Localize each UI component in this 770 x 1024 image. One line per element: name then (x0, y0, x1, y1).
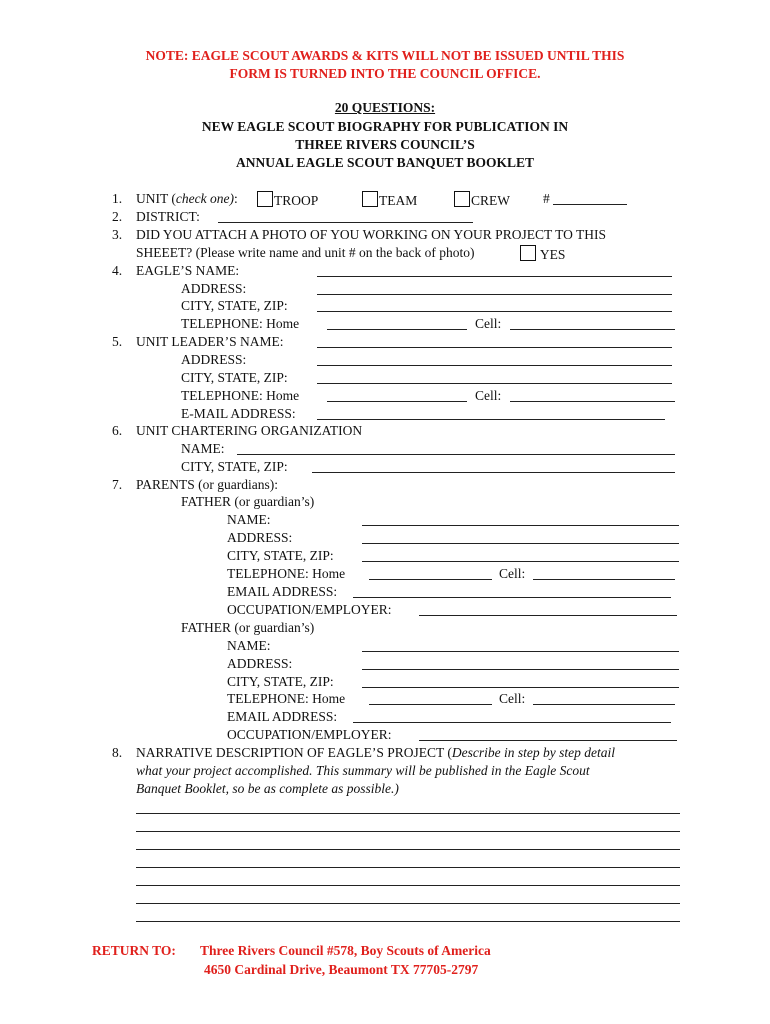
title-line-3: ANNUAL EAGLE SCOUT BANQUET BOOKLET (235, 155, 535, 170)
father-1-occupation-label: OCCUPATION/EMPLOYER: (227, 602, 392, 617)
troop-checkbox[interactable]: TROOP (257, 191, 318, 209)
narrative-line[interactable] (136, 885, 680, 886)
father-2-home-phone-field[interactable] (369, 704, 492, 705)
eagle-address-label: ADDRESS: (181, 281, 247, 296)
q4-number: 4. (112, 263, 123, 278)
team-box-icon[interactable] (362, 191, 378, 207)
leader-name-field[interactable] (317, 347, 672, 348)
note-line-2: FORM IS TURNED INTO THE COUNCIL OFFICE. (229, 66, 541, 81)
leader-address-label: ADDRESS: (181, 352, 247, 367)
photo-question-line-2: SHEEET? (Please write name and unit # on the back of photo) (136, 245, 475, 260)
father-2-phone-label: TELEPHONE: Home (227, 691, 346, 706)
father-2-cell-label: Cell: (499, 691, 526, 706)
father-2-cell-field[interactable] (533, 704, 675, 705)
leader-phone-label: TELEPHONE: Home (181, 388, 300, 403)
chartering-org-label: UNIT CHARTERING ORGANIZATION (136, 423, 363, 438)
org-city-field[interactable] (312, 472, 675, 473)
narrative-line[interactable] (136, 867, 680, 868)
unit-number-field[interactable] (553, 204, 627, 205)
leader-city-label: CITY, STATE, ZIP: (181, 370, 288, 385)
q3-number: 3. (112, 227, 123, 242)
eagle-phone-label: TELEPHONE: Home (181, 316, 300, 331)
eagle-city-label: CITY, STATE, ZIP: (181, 298, 288, 313)
photo-yes-checkbox[interactable]: YES (520, 245, 565, 263)
questions-heading: 20 QUESTIONS: (334, 100, 436, 115)
father-2-address-field[interactable] (362, 669, 679, 670)
father-1-city-label: CITY, STATE, ZIP: (227, 548, 334, 563)
leader-email-label: E-MAIL ADDRESS: (181, 406, 296, 421)
eagle-home-phone-field[interactable] (327, 329, 467, 330)
father-1-occupation-field[interactable] (419, 615, 677, 616)
narrative-line[interactable] (136, 813, 680, 814)
leader-email-field[interactable] (317, 419, 665, 420)
father-2-occupation-label: OCCUPATION/EMPLOYER: (227, 727, 392, 742)
leader-city-field[interactable] (317, 383, 672, 384)
narrative-hint-line-2: what your project accomplished. This summary will be published in the Eagle Scout (136, 763, 590, 778)
return-to-label: RETURN TO: (92, 943, 176, 958)
father-1-email-field[interactable] (353, 597, 671, 598)
father-1-home-phone-field[interactable] (369, 579, 492, 580)
father-2-heading: FATHER (or guardian’s) (181, 620, 315, 635)
narrative-line[interactable] (136, 903, 680, 904)
father-1-cell-field[interactable] (533, 579, 675, 580)
q1-number: 1. (112, 191, 123, 206)
leader-address-field[interactable] (317, 365, 672, 366)
leader-home-phone-field[interactable] (327, 401, 467, 402)
father-2-address-label: ADDRESS: (227, 656, 293, 671)
father-1-email-label: EMAIL ADDRESS: (227, 584, 338, 599)
eagle-cell-label: Cell: (475, 316, 502, 331)
father-1-cell-label: Cell: (499, 566, 526, 581)
eagle-city-field[interactable] (317, 311, 672, 312)
narrative-line[interactable] (136, 849, 680, 850)
org-city-label: CITY, STATE, ZIP: (181, 459, 288, 474)
district-field[interactable] (218, 222, 473, 223)
father-2-city-label: CITY, STATE, ZIP: (227, 674, 334, 689)
troop-box-icon[interactable] (257, 191, 273, 207)
father-1-heading: FATHER (or guardian’s) (181, 494, 315, 509)
team-checkbox[interactable]: TEAM (362, 191, 417, 209)
return-address-line-2: 4650 Cardinal Drive, Beaumont TX 77705-2797 (204, 962, 479, 977)
q5-number: 5. (112, 334, 123, 349)
father-2-email-field[interactable] (353, 722, 671, 723)
parents-label: PARENTS (or guardians): (136, 477, 278, 492)
org-name-field[interactable] (237, 454, 675, 455)
q7-number: 7. (112, 477, 123, 492)
father-1-address-label: ADDRESS: (227, 530, 293, 545)
yes-box-icon[interactable] (520, 245, 536, 261)
q8-number: 8. (112, 745, 123, 760)
father-1-name-field[interactable] (362, 525, 679, 526)
return-address-line-1: Three Rivers Council #578, Boy Scouts of America (200, 943, 491, 958)
father-1-phone-label: TELEPHONE: Home (227, 566, 346, 581)
narrative-line[interactable] (136, 921, 680, 922)
leader-name-label: UNIT LEADER’S NAME: (136, 334, 284, 349)
q2-number: 2. (112, 209, 123, 224)
district-label: DISTRICT: (136, 209, 200, 224)
father-2-city-field[interactable] (362, 687, 679, 688)
eagle-cell-field[interactable] (510, 329, 675, 330)
father-2-name-field[interactable] (362, 651, 679, 652)
q6-number: 6. (112, 423, 123, 438)
father-1-address-field[interactable] (362, 543, 679, 544)
title-line-2: THREE RIVERS COUNCIL’S (295, 137, 475, 152)
eagle-name-field[interactable] (317, 276, 672, 277)
title-line-1: NEW EAGLE SCOUT BIOGRAPHY FOR PUBLICATION IN (201, 119, 569, 134)
father-1-city-field[interactable] (362, 561, 679, 562)
note-line-1: NOTE: EAGLE SCOUT AWARDS & KITS WILL NOT BE ISSUED UNTIL THIS (145, 48, 625, 63)
eagle-address-field[interactable] (317, 294, 672, 295)
eagle-name-label: EAGLE’S NAME: (136, 263, 240, 278)
q1-label: UNIT (check one): (136, 191, 238, 206)
narrative-hint-line-3: Banquet Booklet, so be as complete as possible.) (136, 781, 399, 796)
narrative-line[interactable] (136, 831, 680, 832)
father-2-occupation-field[interactable] (419, 740, 677, 741)
leader-cell-label: Cell: (475, 388, 502, 403)
org-name-label: NAME: (181, 441, 225, 456)
narrative-label: NARRATIVE DESCRIPTION OF EAGLE’S PROJECT (Describe in step by step detail (136, 745, 615, 760)
father-2-name-label: NAME: (227, 638, 271, 653)
unit-number-label: # (543, 191, 550, 206)
photo-question-line-1: DID YOU ATTACH A PHOTO OF YOU WORKING ON YOUR PROJECT TO THIS (136, 227, 606, 242)
crew-box-icon[interactable] (454, 191, 470, 207)
crew-checkbox[interactable]: CREW (454, 191, 510, 209)
father-1-name-label: NAME: (227, 512, 271, 527)
leader-cell-field[interactable] (510, 401, 675, 402)
father-2-email-label: EMAIL ADDRESS: (227, 709, 338, 724)
